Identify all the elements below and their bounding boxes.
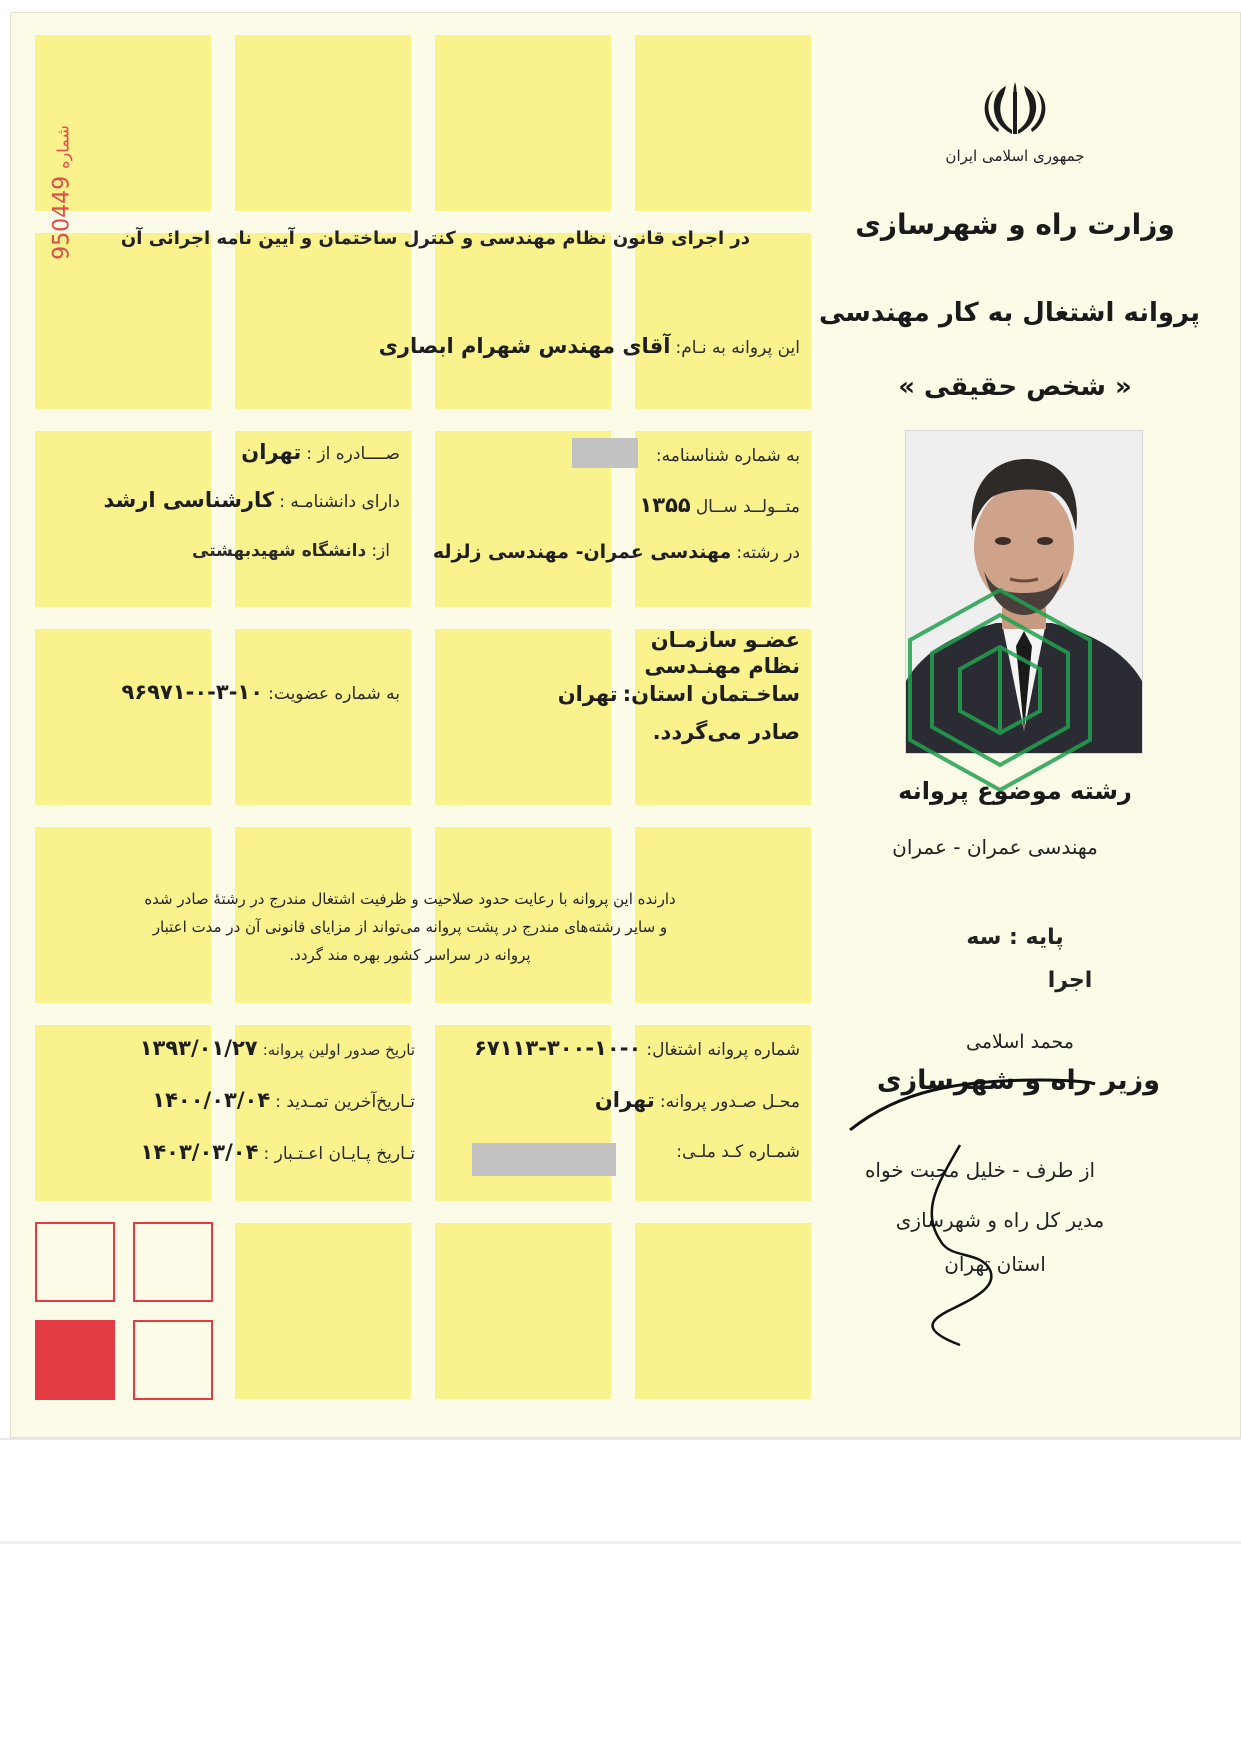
field-value: مهندسی عمران- مهندسی زلزله xyxy=(432,541,732,563)
license-no-value: ۰-۱۰-۳۰۰-۶۷۱۱۳ xyxy=(474,1036,642,1060)
field-label: در رشته: xyxy=(736,543,800,563)
notice-line: دارنده این پروانه با رعایت حدود صلاحیت و ظرفیت اشتغال مندرج در رشتهٔ صادر شده xyxy=(144,890,676,908)
degree-row xyxy=(80,488,400,512)
delegate-province: استان تهران xyxy=(944,1252,1046,1276)
grid-square xyxy=(435,1223,611,1399)
grade-row xyxy=(940,925,1090,950)
birth-row xyxy=(520,493,800,517)
iran-emblem-icon xyxy=(980,78,1050,140)
license-title: پروانه اشتغال به کار مهندسی xyxy=(819,298,1200,328)
scan-edge-line xyxy=(0,1438,1241,1440)
redacted-id-number xyxy=(572,438,638,468)
specialty-title: رشته موضوع پروانه xyxy=(898,777,1132,805)
birth-value: ۱۳۵۵ xyxy=(639,493,691,517)
specialty-value: مهندسی عمران - عمران xyxy=(892,835,1098,859)
grid-square xyxy=(635,1223,811,1399)
national-code-label: شمـاره کـد ملـی: xyxy=(676,1142,800,1162)
grid-square xyxy=(635,233,811,409)
issue-place-row xyxy=(520,1088,800,1112)
delegate-signature xyxy=(880,1140,1040,1350)
notice-line: و سایر رشته‌های مندرج در پشت پروانه می‌تواند از مزایای قانونی آن در مدت اعتبار xyxy=(152,918,668,936)
delegate-name: از طرف - خلیل محبت خواه xyxy=(864,1158,1096,1182)
membership-line1: عضـو سازمـان xyxy=(650,628,800,652)
serial-value: 950449 xyxy=(49,175,75,260)
membership-province-row xyxy=(520,682,800,706)
field-row xyxy=(400,541,800,563)
last-renewal-value: ۱۴۰۰/۰۳/۰۴ xyxy=(152,1088,271,1112)
issue-place-value: تهران xyxy=(594,1088,655,1112)
grid-square xyxy=(235,233,411,409)
holder-label: این پروانه به نـام: xyxy=(675,338,800,358)
notice-text xyxy=(90,885,730,969)
id-number-label: به شماره شناسنامه: xyxy=(655,446,800,466)
empty-box xyxy=(35,1222,115,1302)
grid-square xyxy=(235,35,411,211)
grade-type: اجرا xyxy=(1047,968,1093,993)
issue-place-label: محـل صـدور پروانه: xyxy=(659,1092,800,1112)
issued-from-label: صــــادره از : xyxy=(306,444,400,464)
degree-value: کارشناسی ارشد xyxy=(103,488,275,512)
grid-square xyxy=(435,35,611,211)
issued-from-row xyxy=(150,440,400,464)
filled-red-box xyxy=(35,1320,115,1400)
grid-square xyxy=(635,35,811,211)
university-label: از: xyxy=(371,541,390,561)
membership-province-label: ساخـتمان استان: xyxy=(622,682,800,706)
membership-province: تهران xyxy=(557,682,618,706)
birth-label: متــولــد ســال xyxy=(695,497,800,517)
membership-line2: نظام مهنـدسی xyxy=(644,654,800,678)
signatory-name: محمد اسلامی xyxy=(966,1031,1074,1053)
expiry-value: ۱۴۰۳/۰۳/۰۴ xyxy=(140,1140,259,1164)
minister-signature xyxy=(840,1060,1100,1140)
expiry-row xyxy=(95,1140,415,1164)
signatory-title: وزیر راه و شهرسازی xyxy=(876,1065,1160,1096)
first-issue-row xyxy=(95,1036,415,1060)
scan-edge-line xyxy=(0,1541,1241,1544)
delegate-title: مدیر کل راه و شهرسازی xyxy=(895,1208,1105,1232)
country-name: جمهوری اسلامی ایران xyxy=(945,147,1085,165)
expiry-label: تـاریخ پـایـان اعـتـبار : xyxy=(263,1144,415,1164)
university-row xyxy=(180,541,390,561)
grid-square xyxy=(235,629,411,805)
degree-label: دارای دانشنامـه : xyxy=(279,492,400,512)
university-value: دانشگاه شهیدبهشتی xyxy=(192,541,367,561)
last-renewal-row xyxy=(95,1088,415,1112)
last-renewal-label: تـاریخ‌آخرین تمـدید : xyxy=(275,1092,415,1112)
first-issue-label: تاریخ صدور اولین پروانه: xyxy=(262,1041,415,1059)
first-issue-value: ۱۳۹۳/۰۱/۲۷ xyxy=(139,1036,258,1060)
grade-label: پایه : xyxy=(1009,925,1064,950)
holder-row xyxy=(300,334,800,358)
serial-label: شماره xyxy=(53,125,73,169)
issued-from-value: تهران xyxy=(241,440,302,464)
serial-number xyxy=(42,90,76,300)
license-type: « شخص حقیقی » xyxy=(898,372,1132,402)
notice-line: پروانه در سراسر کشور بهره مند گردد. xyxy=(289,946,531,964)
grade-value: سه xyxy=(966,925,1002,950)
holder-value: آقای مهندس شهرام ابصاری xyxy=(378,334,671,358)
membership-number-label: به شماره عضویت: xyxy=(268,684,400,704)
grid-square xyxy=(235,1223,411,1399)
grid-square xyxy=(435,233,611,409)
membership-issued: صادر می‌گردد. xyxy=(652,720,800,744)
empty-box xyxy=(133,1320,213,1400)
grid-square xyxy=(35,629,211,805)
license-no-row xyxy=(430,1036,800,1060)
empty-box xyxy=(133,1222,213,1302)
license-no-label: شماره پروانه اشتغال: xyxy=(646,1040,800,1060)
engineering-org-seal-icon xyxy=(900,585,1100,795)
ministry-title: وزارت راه و شهرسازی xyxy=(855,208,1175,241)
membership-number: ۱۰-۳-۰-۹۶۹۷۱ xyxy=(121,680,264,704)
redacted-national-code xyxy=(472,1143,616,1176)
membership-number-row xyxy=(60,680,400,704)
intro-text: در اجرای قانون نظام مهندسی و کنترل ساختمان و آیین نامه اجرائی آن xyxy=(120,228,750,249)
